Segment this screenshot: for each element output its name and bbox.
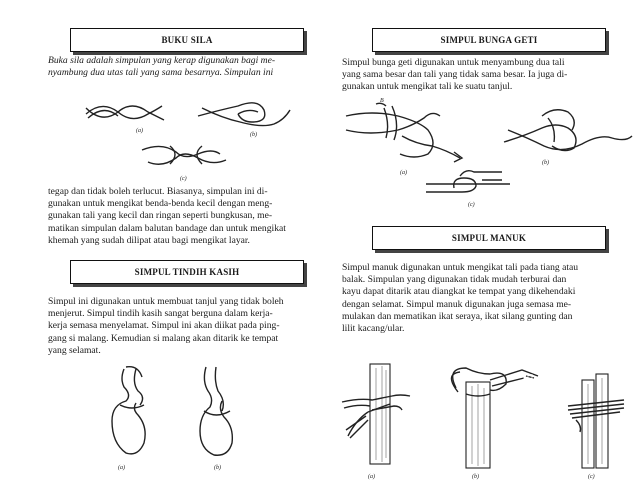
buku-sila-knot-c: [142, 146, 226, 164]
buku-sila-body-line: gunakan tali yang kecil dan ringan seperti bungkusan, me-: [48, 210, 273, 222]
simpul-bunga-geti-title: [372, 28, 606, 52]
simpul-bunga-geti-body: [342, 57, 634, 94]
simpul-manuk-title-text: SIMPUL MANUK: [451, 233, 527, 243]
bunga-geti-body-line: Simpul bunga geti digunakan untuk menyambung dua tali: [342, 57, 565, 68]
simpul-manuk-body: [342, 262, 634, 335]
buku-sila-body-line: gunakan untuk mengikat benda-benda kecil dengan meng-: [48, 198, 273, 210]
right-column: [338, 0, 638, 493]
tindih-kasih-body-line: Simpul ini digunakan untuk membuat tanjul yang tidak boleh: [48, 296, 284, 307]
buku-sila-label-b: (b): [250, 132, 257, 138]
bunga-geti-label-c: (c): [468, 202, 475, 208]
simpul-manuk-label-c: (c): [588, 474, 595, 480]
simpul-manuk-label-a: (a): [368, 474, 375, 480]
bunga-geti-knot-b: [504, 110, 632, 151]
buku-sila-intro: [48, 55, 330, 79]
bunga-geti-label-a: (a): [400, 170, 407, 176]
buku-sila-knot-b: [198, 103, 290, 126]
tindih-kasih-label-a: (a): [118, 465, 125, 471]
simpul-manuk-body-line: balak. Simpulan yang digunakan tidak mudah terburai dan: [342, 274, 567, 286]
simpul-tindih-kasih-title-text: SIMPUL TINDIH KASIH: [134, 267, 240, 277]
simpul-tindih-kasih-body: [48, 296, 330, 357]
bunga-geti-figure: [342, 98, 634, 216]
tindih-kasih-body-line: menjerut. Simpul tindih kasih sangat berguna dalam kerja-: [48, 308, 273, 320]
simpul-manuk-pole-c: [568, 374, 624, 468]
buku-sila-label-c: (c): [180, 176, 187, 182]
tindih-kasih-body-line: yang selamat.: [48, 344, 101, 356]
simpul-manuk-body-line: dengan selamat. Simpul manuk digunakan juga semasa me-: [342, 298, 572, 310]
buku-sila-knot-a: [86, 106, 164, 120]
buku-sila-intro-line: Buka sila adalah simpulan yang kerap digunakan bagi me-: [48, 55, 276, 66]
tindih-kasih-body-line: kerja semasa menyelamat. Simpul ini akan diikat pada ping-: [48, 320, 280, 332]
simpul-manuk-body-line: kayu dapat ditarik atau diangkat ke tempat yang dikehendaki: [342, 286, 576, 298]
tindih-kasih-body-line: gang si malang. Kemudian si malang akan ditarik ke tempat: [48, 332, 279, 344]
simpul-manuk-figure: [338, 360, 634, 482]
simpul-manuk-pole-a: [342, 364, 410, 464]
buku-sila-intro-line: nyambung dua utas tali yang sama besarnya. Simpulan ini: [48, 67, 274, 79]
buku-sila-body-line: tegap dan tidak boleh terlucut. Biasanya, simpulan ini di-: [48, 186, 268, 197]
bunga-geti-label-b: (b): [542, 160, 549, 166]
buku-sila-body-line: matikan simpulan dalam balutan bandage dan untuk mengikat: [48, 222, 286, 234]
simpul-manuk-body-line: mulakan dan mematikan ikat seraya, ikat silang gunting dan: [342, 310, 573, 322]
buku-sila-body: [48, 186, 330, 247]
bunga-geti-title-text: SIMPUL BUNGA GETI: [440, 35, 538, 45]
tindih-kasih-knot-b: [200, 367, 232, 455]
simpul-manuk-title: [372, 226, 606, 250]
buku-sila-title-text: BUKU SILA: [161, 35, 213, 45]
simpul-manuk-pole-b: [451, 368, 538, 468]
simpul-manuk-body-line: Simpul manuk digunakan untuk mengikat tali pada tiang atau: [342, 262, 579, 273]
bunga-geti-knot-a: [346, 103, 462, 162]
tindih-kasih-figure: [102, 365, 282, 477]
buku-sila-figure: [52, 88, 322, 186]
bunga-geti-knot-c: [426, 171, 510, 192]
simpul-manuk-body-line: lilit kacang/ular.: [342, 323, 405, 335]
left-column: [32, 0, 332, 493]
simpul-tindih-kasih-title: [70, 260, 304, 284]
simpul-manuk-label-b: (b): [472, 474, 479, 480]
tindih-kasih-label-b: (b): [214, 465, 221, 471]
tindih-kasih-knot-a: [112, 367, 145, 454]
buku-sila-body-line: khemah yang sudah dilipat atau bagi mengikat layar.: [48, 234, 250, 246]
bunga-geti-label-B: B: [380, 98, 384, 104]
bunga-geti-body-line: gunakan untuk mengikat tali ke suatu tanjul.: [342, 81, 513, 93]
bunga-geti-body-line: yang sama besar dan tali yang tidak sama besar. Ia juga di-: [342, 69, 568, 81]
buku-sila-title: [70, 28, 304, 52]
buku-sila-label-a: (a): [136, 128, 143, 134]
